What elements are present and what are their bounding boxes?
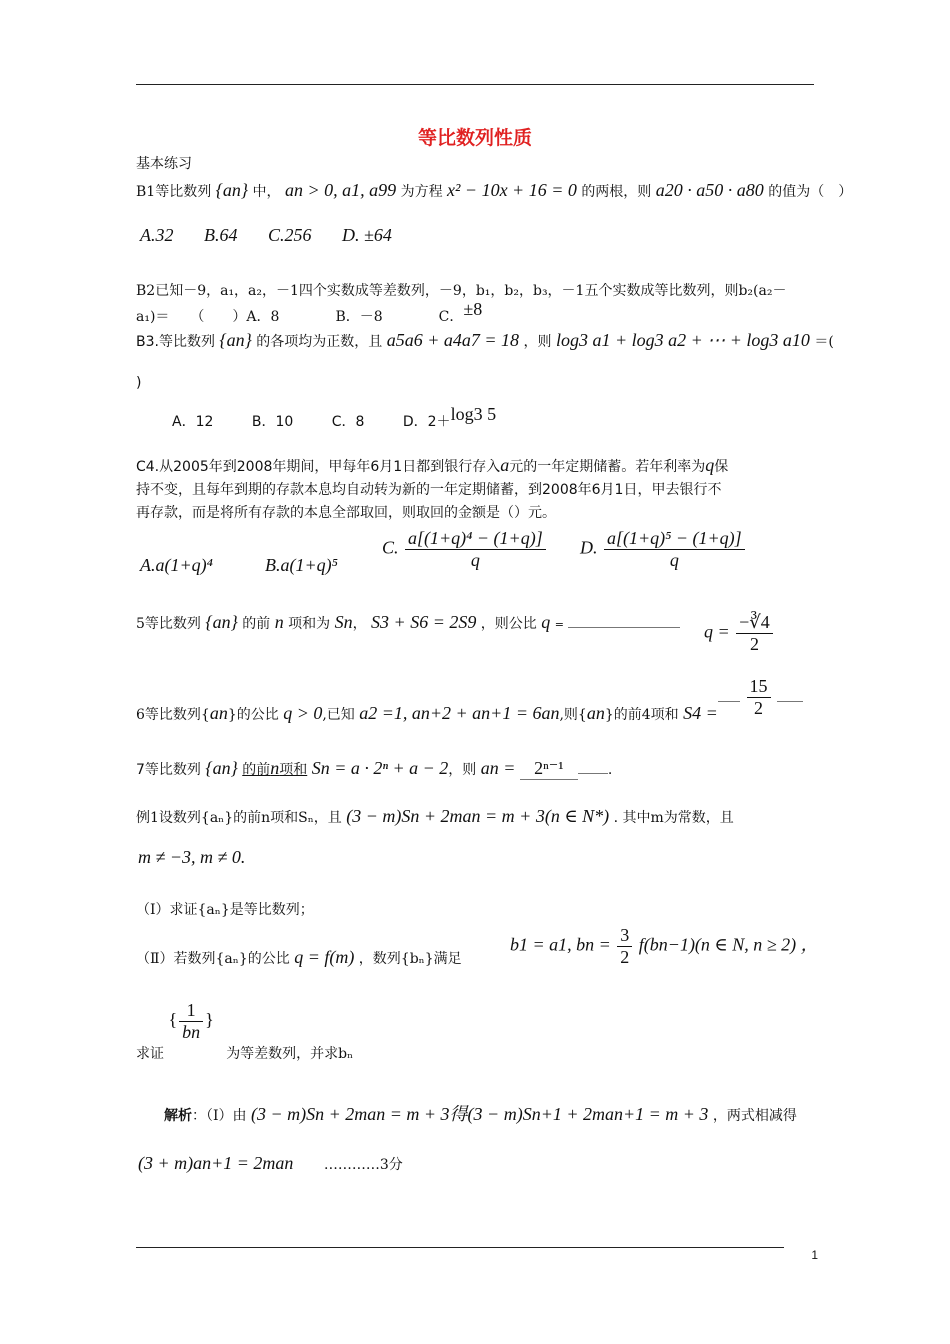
b1-option-d: D. ±64: [342, 225, 392, 245]
bottom-rule: [136, 1247, 784, 1248]
top-rule: [136, 84, 814, 85]
question-7: 7等比数列 {an} 的前n项和 Sn = a · 2ⁿ + a − 2，则 an = 2ⁿ⁻¹ .: [136, 758, 613, 778]
b1-option-a: A.32: [140, 225, 174, 245]
c4-option-d: D. $\frac{\text{a[(1+q)⁵ − (1+q)]}}{q}$: [580, 528, 747, 571]
question-c4-line2: 持不变，且每年到期的存款本息均自动转为新的一年定期储蓄，到2008年6月1日，甲去银行不: [136, 482, 722, 498]
example-1-part-2-condition: b1 = a1, bn = $\frac{3}{2}$ f(bn−1)(n ∈ N, n ≥ 2) ，: [510, 925, 819, 967]
question-b3: B3.等比数列 {an} 的各项均为正数，且 a5a6 + a4a7 = 18 ，则 log3 a1 + log3 a2 + ⋯ + log3 a10 ＝(: [136, 330, 834, 350]
page-title: 等比数列性质: [417, 127, 532, 149]
example-1-part-1: （Ⅰ）求证{aₙ}是等比数列；: [136, 902, 314, 918]
example-1-prove: 求证 { $\frac{1}{bn}$ } 为等差数列，并求bₙ: [136, 1000, 354, 1062]
q5-answer: q = $\frac{-∛4}{2}$: [704, 612, 775, 655]
page-number: 1: [811, 1248, 818, 1262]
solution-line-1: 解析：（Ⅰ）由 (3 − m)Sn + 2man = m + 3得(3 − m)Sn+1 + 2man+1 = m + 3 ，两式相减得: [164, 1104, 797, 1124]
question-6: 6等比数列{an}的公比 q > 0,已知 a2 =1, an+2 + an+1 = 6an,则{an}的前4项和 S4 =: [136, 703, 718, 723]
question-c4-line3: 再存款，而是将所有存款的本息全部取回，则取回的金额是（）元。: [136, 505, 556, 521]
c4-option-a: A.a(1+q)⁴: [140, 555, 213, 575]
question-b2-line1: B2已知－9，a₁，a₂，－1四个实数成等差数列，－9，b₁，b₂，b₃，－1五个实数成等比数列，则b₂(a₂－: [136, 283, 787, 299]
b1-option-b: B.64: [204, 225, 238, 245]
q7-answer: 2ⁿ⁻¹: [520, 758, 578, 780]
b3-close-paren: ): [136, 375, 142, 391]
example-1: 例1设数列{aₙ}的前n项和Sₙ，且 (3 − m)Sn + 2man = m + 3(n ∈ N*) . 其中m为常数，且: [136, 806, 734, 826]
b1-options: [140, 225, 392, 246]
example-1-condition: m ≠ −3, m ≠ 0.: [138, 847, 246, 867]
example-1-part-2: （Ⅱ）若数列{aₙ}的公比 q = f(m) ，数列{bₙ}满足: [136, 947, 462, 967]
question-b1: B1等比数列 {an} 中， an > 0, a1, a99 为方程 x² − 10x + 16 = 0 的两根，则 a20 · a50 · a80 的值为（ ）: [136, 180, 853, 200]
b3-option-b: B．10: [251, 414, 294, 430]
b3-option-d: D．2＋: [402, 414, 451, 430]
c4-option-c: C. $\frac{\text{a[(1+q)⁴ − (1+q)]}}{q}$: [382, 528, 548, 571]
question-c4-line1: C4.从2005年到2008年期间，甲每年6月1日都到银行存入a元的一年定期储蓄。若年利率为q保: [136, 455, 729, 475]
b3-option-c: C．8: [331, 414, 365, 430]
q5-answer-blank: [568, 627, 680, 628]
b3-options: A．12 B．10 C．8 D．2＋log3 5: [172, 404, 497, 430]
b1-option-c: C.256: [268, 225, 312, 245]
b3-option-a: A．12: [172, 414, 214, 430]
solution-line-2: (3 + m)an+1 = 2man …………3分: [138, 1153, 403, 1173]
c4-option-b: B.a(1+q)⁵: [265, 555, 338, 575]
question-b2-line2: a₁)＝ （ ）A．8 B．－8 C．±8: [136, 299, 483, 325]
q6-answer: $\frac{15}{2}$: [718, 676, 803, 719]
question-5: 5等比数列 {an} 的前 n 项和为 Sn， S3 + S6 = 2S9 ，则公比 q =: [136, 612, 680, 633]
section-heading: 基本练习: [136, 156, 192, 172]
